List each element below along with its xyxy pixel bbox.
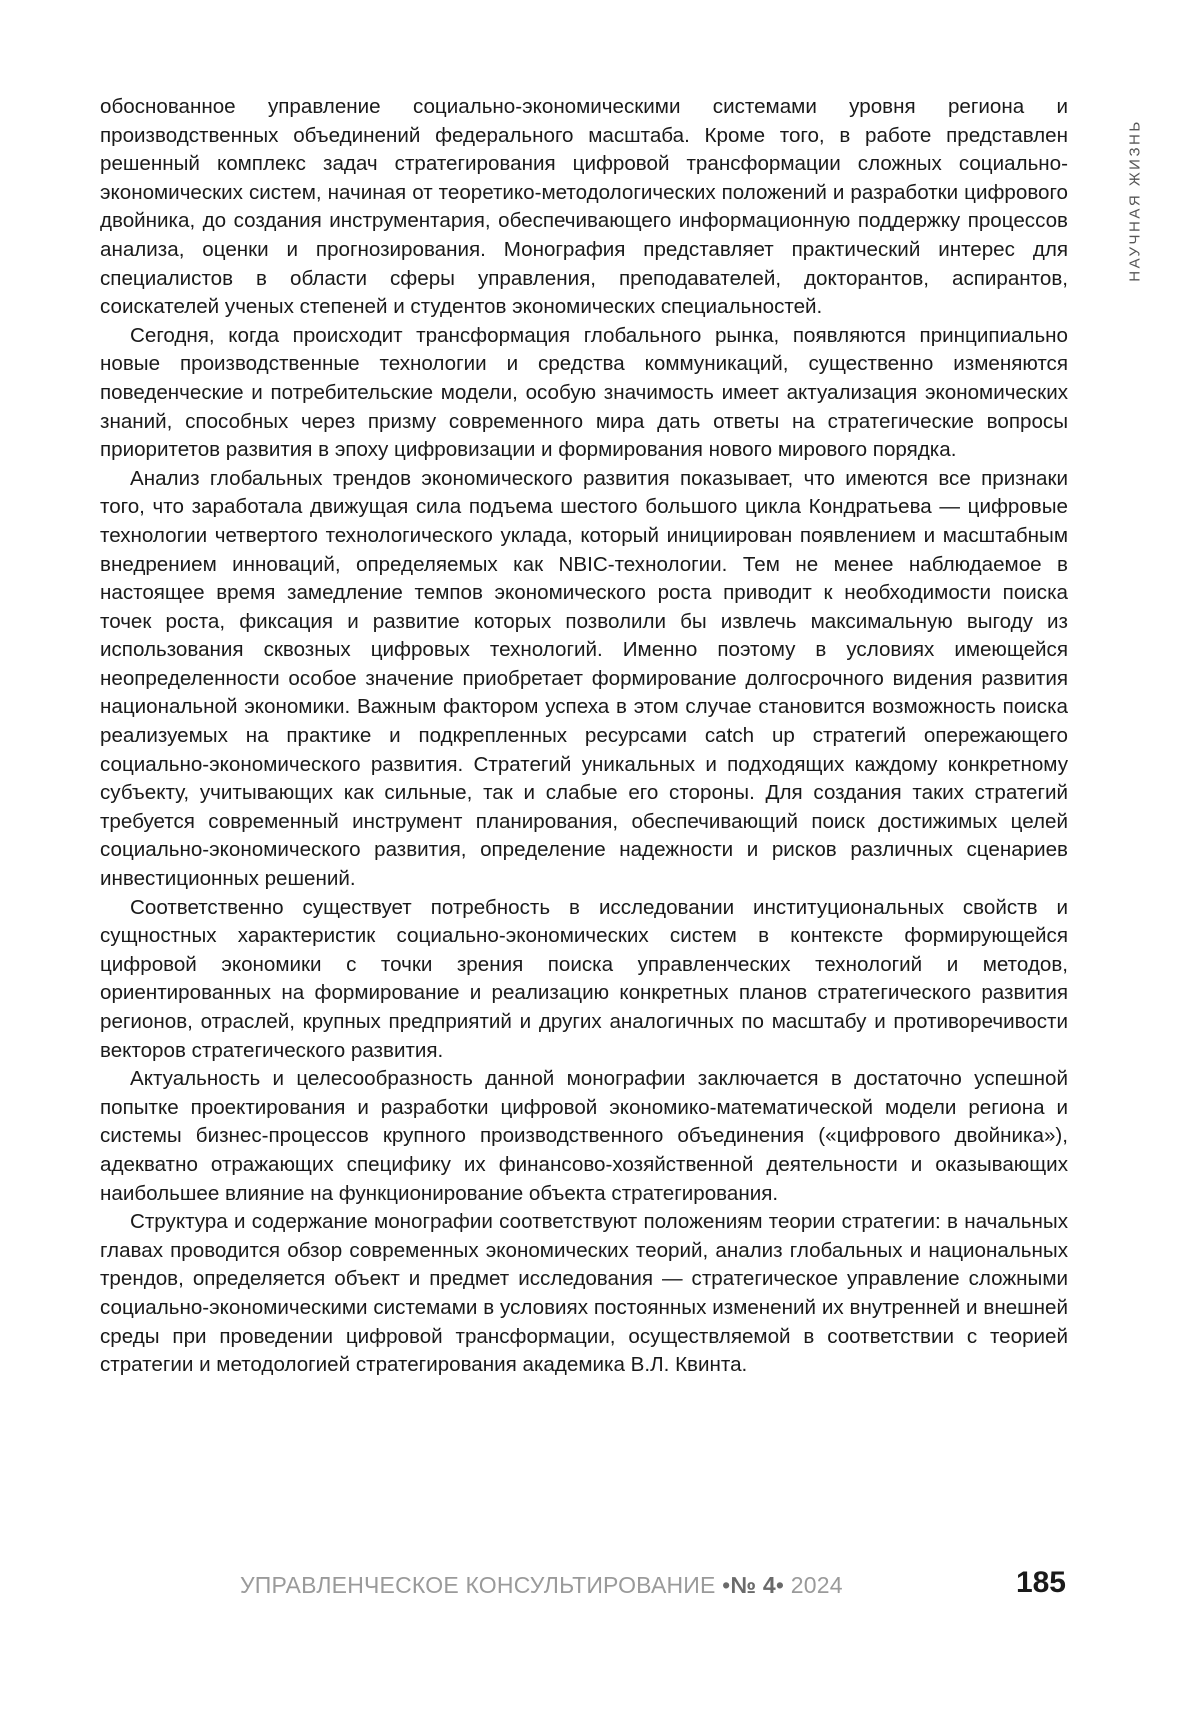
footer-separator-1: • xyxy=(722,1572,730,1598)
article-body xyxy=(100,93,1068,1380)
page-number: 185 xyxy=(1016,1566,1066,1600)
paragraph-6: Структура и содержание монографии соответствуют положениям теории стратегии: в начальных главах проводится обзор современных экономических теорий, анализ глобальных и национальных трендов, определяется объект и предмет исследования — стратегическое управление сложными социально-экономическими системами в условиях постоянных изменений их внутренней и внешней среды при проведении цифровой трансформации, осуществляемой в соответствии с теорией стратегии и методологией стратегирования академика В.Л. Квинта. xyxy=(100,1208,1068,1380)
paragraph-5: Актуальность и целесообразность данной монографии заключается в достаточно успешной попытке проектирования и разработки цифровой экономико-математической модели региона и системы бизнес-процессов крупного производственного объединения («цифрового двойника»), адекватно отражающих специфику их финансово-хозяйственной деятельности и оказывающих наибольшее влияние на функционирование объекта стратегирования. xyxy=(100,1065,1068,1208)
journal-name: УПРАВЛЕНЧЕСКОЕ КОНСУЛЬТИРОВАНИЕ xyxy=(240,1572,716,1598)
issue-year: 2024 xyxy=(791,1572,843,1598)
journal-info xyxy=(240,1572,843,1599)
page-footer xyxy=(100,1566,1068,1606)
paragraph-2: Сегодня, когда происходит трансформация глобального рынка, появляются принципиально новые производственные технологии и средства коммуникаций, существенно изменяются поведенческие и потребительские модели, особую значимость имеет актуализация экономических знаний, способных через призму современного мира дать ответы на стратегические вопросы приоритетов развития в эпоху цифровизации и формирования нового мирового порядка. xyxy=(100,322,1068,465)
paragraph-3: Анализ глобальных трендов экономического развития показывает, что имеются все признаки того, что заработала движущая сила подъема шестого большого цикла Кондратьева — цифровые технологии четвертого технологического уклада, который инициирован появлением и масштабным внедрением инноваций, определяемых как NBIC-технологии. Тем не менее наблюдаемое в настоящее время замедление темпов экономического роста приводит к необходимости поиска точек роста, фиксация и развитие которых позволили бы извлечь максимальную выгоду из использования сквозных цифровых технологий. Именно поэтому в условиях имеющейся неопределенности особое значение приобретает формирование долгосрочного видения развития национальной экономики. Важным фактором успеха в этом случае становится возможность поиска реализуемых на практике и подкрепленных ресурсами catch up стратегий опережающего социально-экономического развития. Стратегий уникальных и подходящих каждому конкретному субъекту, учитывающих как сильные, так и слабые его стороны. Для создания таких стратегий требуется современный инструмент планирования, обеспечивающий поиск достижимых целей социально-экономического развития, определение надежности и рисков различных сценариев инвестиционных решений. xyxy=(100,465,1068,894)
footer-separator-2: • xyxy=(776,1572,784,1598)
paragraph-4: Соответственно существует потребность в исследовании институциональных свойств и сущностных характеристик социально-экономических систем в контексте формирующейся цифровой экономики с точки зрения поиска управленческих технологий и методов, ориентированных на формирование и реализацию конкретных планов стратегического развития регионов, отраслей, крупных предприятий и других аналогичных по масштабу и противоречивости векторов стратегического развития. xyxy=(100,894,1068,1066)
issue-number: № 4 xyxy=(730,1572,775,1598)
section-side-header xyxy=(1125,100,1145,300)
section-title: НАУЧНАЯ ЖИЗНЬ xyxy=(1127,119,1144,281)
paragraph-1: обоснованное управление социально-экономическими системами уровня региона и производственных объединений федерального масштаба. Кроме того, в работе представлен решенный комплекс задач стратегирования цифровой трансформации сложных социально-экономических систем, начиная от теоретико-методологических положений и разработки цифрового двойника, до создания инструментария, обеспечивающего информационную поддержку процессов анализа, оценки и прогнозирования. Монография представляет практический интерес для специалистов в области сферы управления, преподавателей, докторантов, аспирантов, соискателей ученых степеней и студентов экономических специальностей. xyxy=(100,93,1068,322)
